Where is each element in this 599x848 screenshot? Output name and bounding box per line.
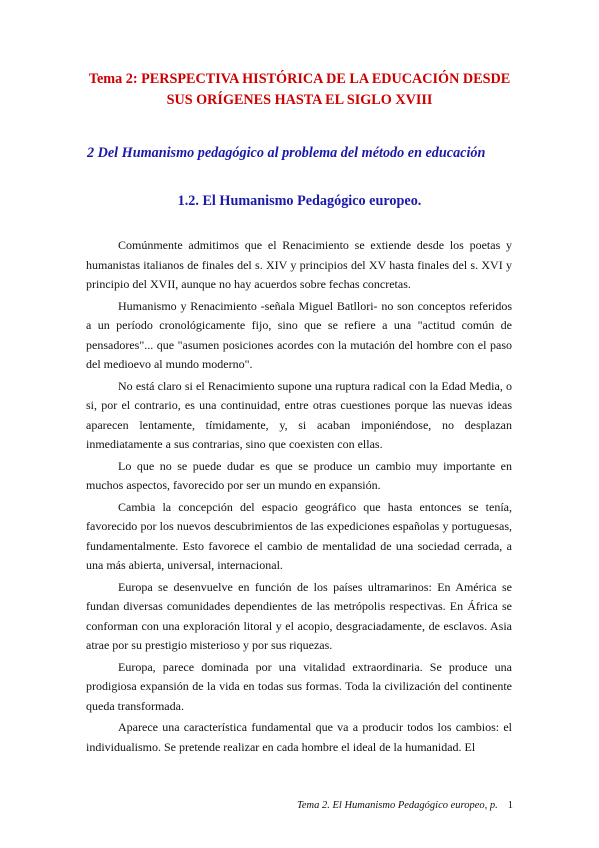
body-paragraph: Cambia la concepción del espacio geográfico que hasta entonces se tenía, favorecido por los nuevos descubrimientos de las expediciones españolas y portuguesas, fundamentalmente. Esto favorece el cambio de mentalidad de una sociedad cerrada, a una más abierta, universal, internacional. bbox=[86, 499, 512, 572]
body-paragraph: Comúnmente admitimos que el Renacimiento se extiende desde los poetas y humanistas italianos de finales del s. XIV y principios del XV hasta finales del s. XVI y principio del XVII, aunque no hay acuerdos sobre fechas concretas. bbox=[86, 238, 512, 291]
body-paragraph: Europa, parece dominada por una vitalidad extraordinaria. Se produce una prodigiosa expansión de la vida en todas sus formas. Toda la civilización del continente queda transformada. bbox=[86, 659, 512, 713]
body-paragraph: Humanismo y Renacimiento -señala Miguel Batllori- no son conceptos referidos a un período cronológicamente fijo, sino que se refiere a una "actitud común de pensadores"... que "asumen posiciones acordes con la mutación del hombre con el paso del medioevo al mundo moderno". bbox=[86, 298, 512, 371]
body-paragraph: Europa se desenvuelve en función de los países ultramarinos: En América se fundan diversas comunidades dependientes de las metrópolis respectivas. En África se conforman con una exploración litoral y el acopio, desgraciadamente, de esclavos. Asia atrae por su prestigio misterioso y por sus riquezas. bbox=[86, 579, 512, 652]
document-title-line-1: Tema 2: PERSPECTIVA HISTÓRICA DE LA EDUCACIÓN DESDE bbox=[88, 71, 511, 87]
document-body bbox=[86, 236, 512, 759]
document-title-line-2: SUS ORÍGENES HASTA EL SIGLO XVIII bbox=[166, 92, 433, 108]
footer-text: Tema 2. El Humanismo Pedagógico europeo, p. bbox=[297, 800, 498, 811]
page-footer bbox=[297, 800, 513, 811]
section-heading: 2 Del Humanismo pedagógico al problema del método en educación bbox=[87, 145, 486, 161]
subsection-heading: 1.2. El Humanismo Pedagógico europeo. bbox=[177, 193, 422, 209]
body-paragraph: Aparece una característica fundamental que va a producir todos los cambios: el individualismo. Se pretende realizar en cada hombre el ideal de la humanidad. El bbox=[86, 720, 512, 754]
page-number: 1 bbox=[507, 800, 513, 811]
body-paragraph: No está claro si el Renacimiento supone una ruptura radical con la Edad Media, o si, por el contrario, es una continuidad, entre otras cuestiones porque las nuevas ideas aparecen lentamente, tímidamente, y, si acaban imponiéndose, no desplazan inmediatamente a sus contrarias, sino que coexisten con ellas. bbox=[86, 378, 512, 451]
document-title bbox=[60, 69, 539, 111]
body-paragraph: Lo que no se puede dudar es que se produce un cambio muy importante en muchos aspectos, favorecido por ser un mundo en expansión. bbox=[86, 458, 512, 492]
